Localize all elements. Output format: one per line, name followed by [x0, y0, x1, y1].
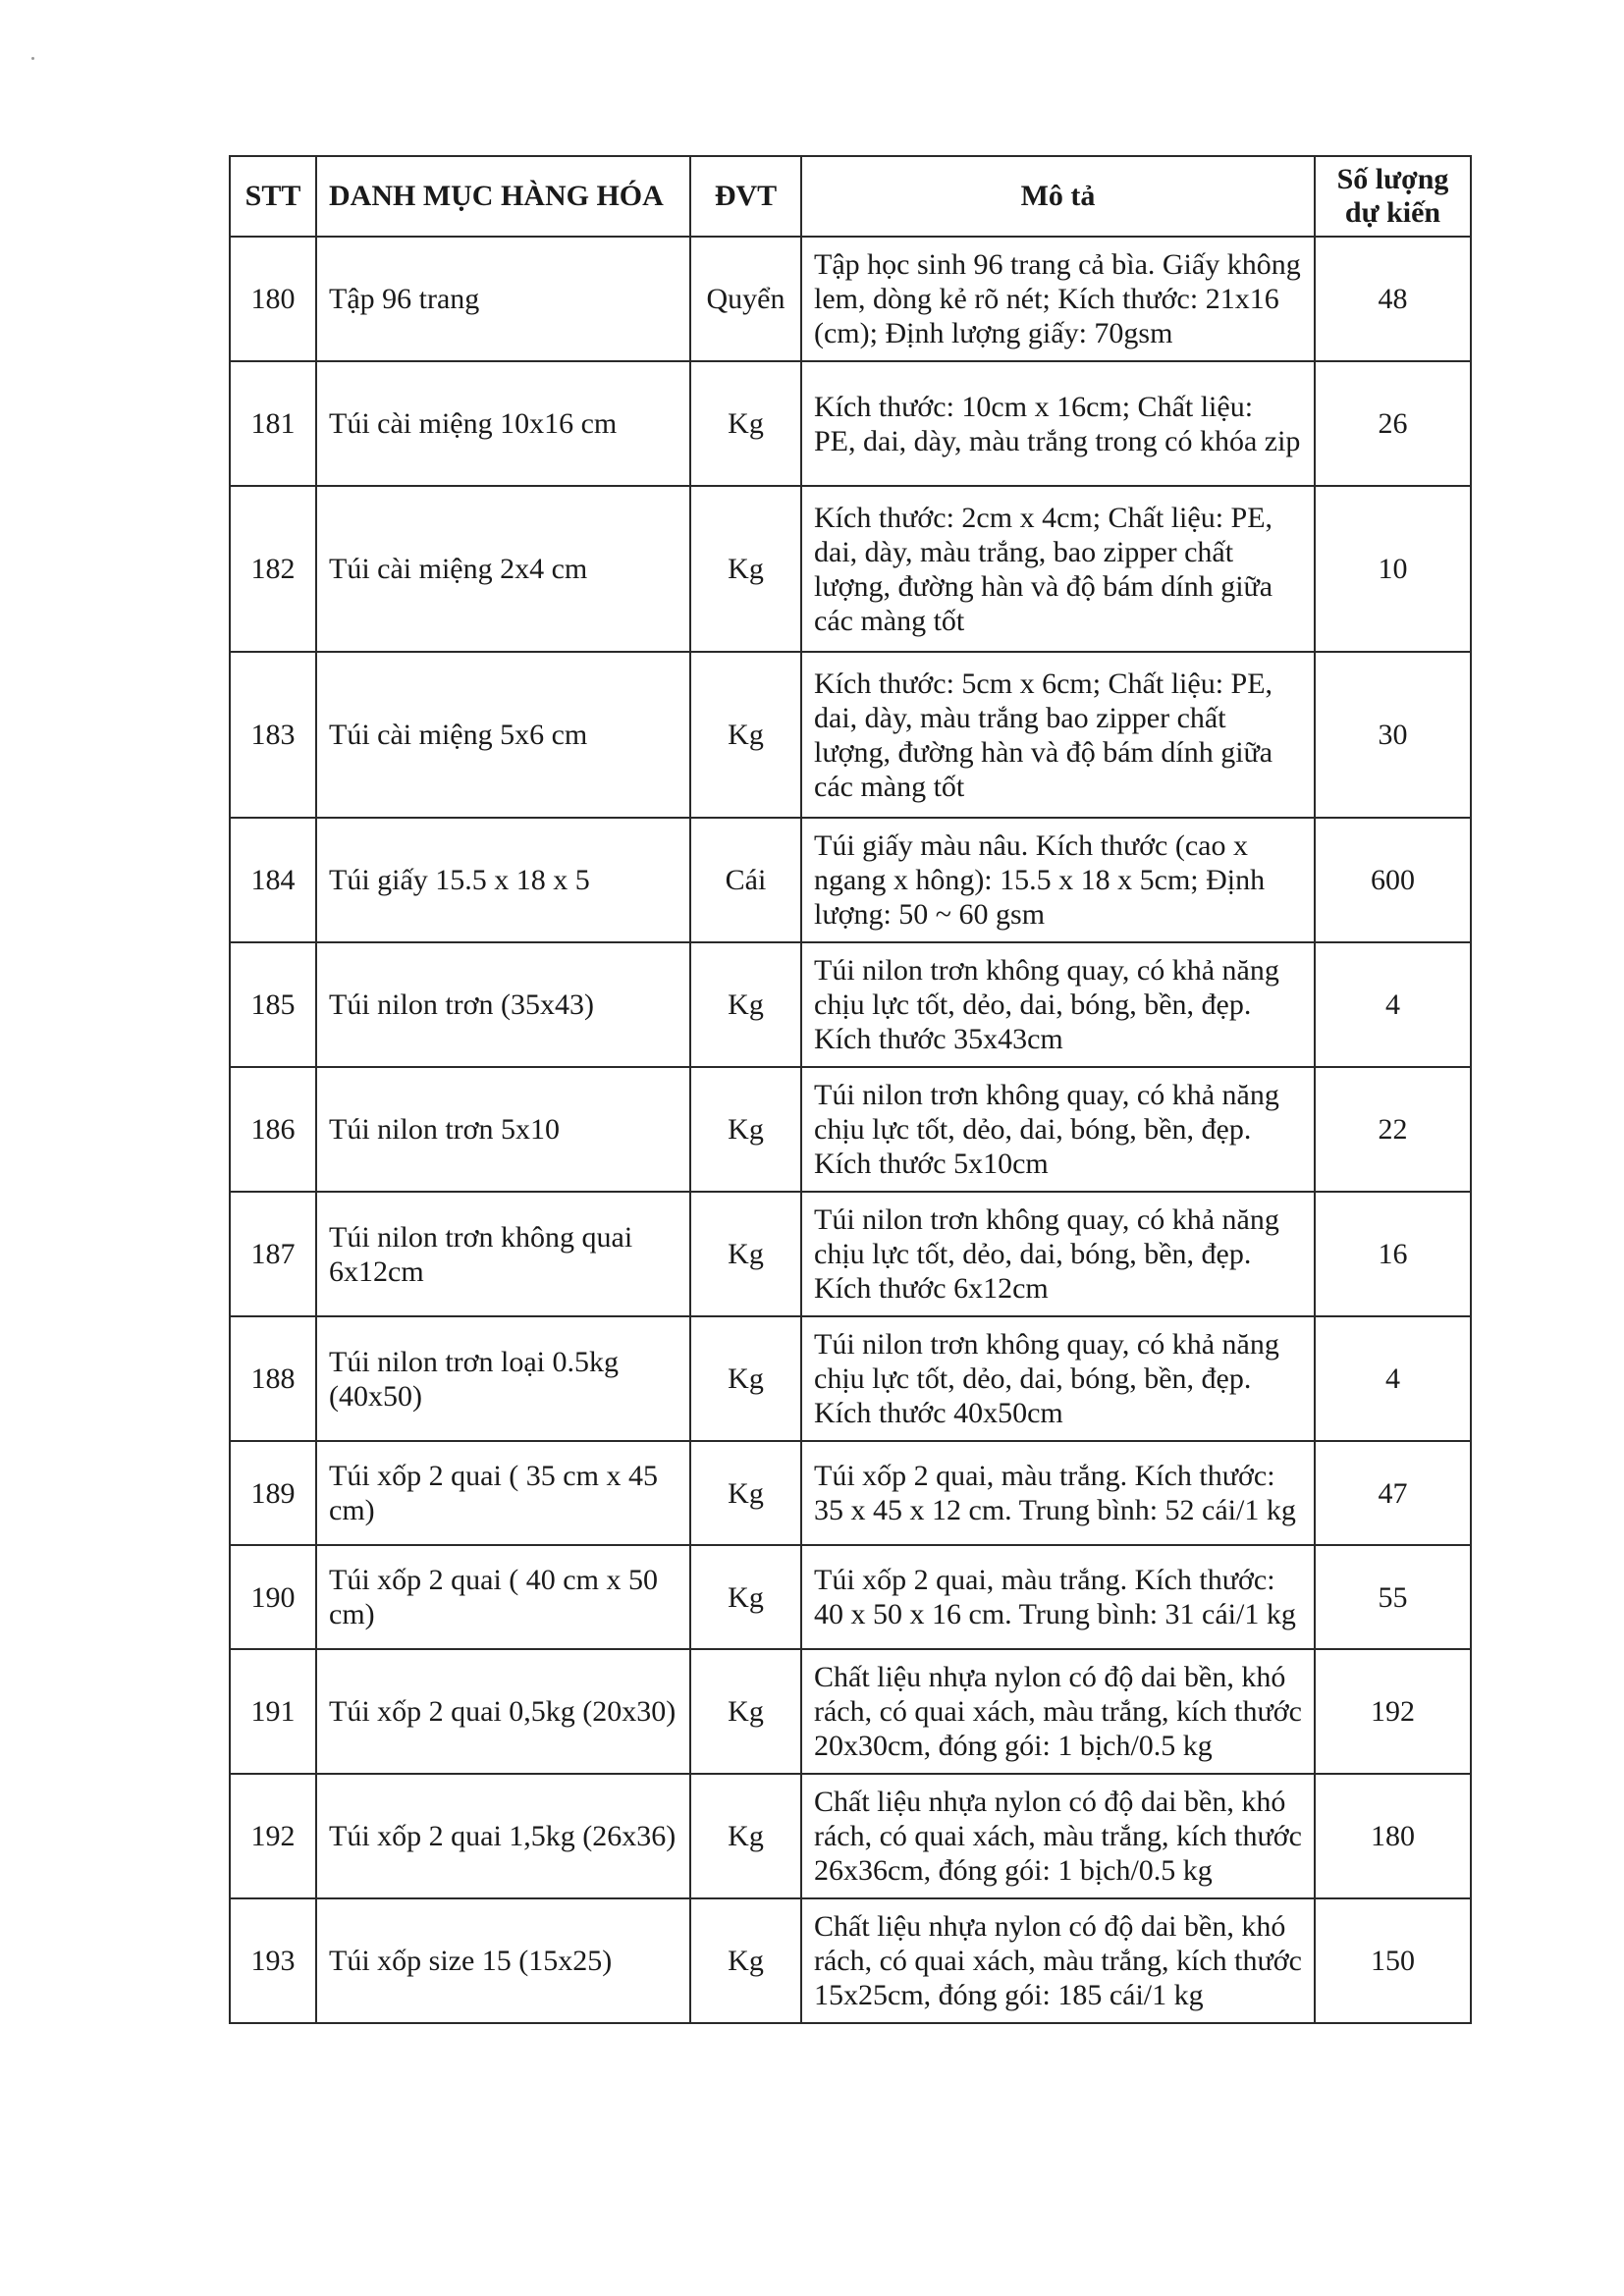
cell-unit: Kg — [690, 1067, 801, 1192]
table-row — [230, 486, 1471, 652]
cell-item-name: Túi nilon trơn 5x10 — [316, 1067, 690, 1192]
cell-unit: Kg — [690, 1898, 801, 2023]
table-row — [230, 1649, 1471, 1774]
header-quantity: Số lượng dự kiến — [1315, 156, 1471, 237]
goods-table — [229, 155, 1472, 2024]
cell-stt: 181 — [230, 361, 316, 486]
header-stt: STT — [230, 156, 316, 237]
cell-item-name: Túi nilon trơn (35x43) — [316, 942, 690, 1067]
cell-unit: Kg — [690, 1316, 801, 1441]
table-row — [230, 942, 1471, 1067]
table-row — [230, 1774, 1471, 1898]
table-row — [230, 1545, 1471, 1649]
cell-description: Tập học sinh 96 trang cả bìa. Giấy không lem, dòng kẻ rõ nét; Kích thước: 21x16 (cm); Định lượng giấy: 70gsm — [801, 237, 1315, 361]
cell-description: Túi nilon trơn không quay, có khả năng chịu lực tốt, dẻo, dai, bóng, bền, đẹp. Kích thước 35x43cm — [801, 942, 1315, 1067]
cell-quantity: 192 — [1315, 1649, 1471, 1774]
table-row — [230, 1067, 1471, 1192]
cell-stt: 182 — [230, 486, 316, 652]
cell-description: Túi nilon trơn không quay, có khả năng chịu lực tốt, dẻo, dai, bóng, bền, đẹp. Kích thước 5x10cm — [801, 1067, 1315, 1192]
cell-unit: Kg — [690, 942, 801, 1067]
cell-item-name: Túi nilon trơn loại 0.5kg (40x50) — [316, 1316, 690, 1441]
cell-stt: 192 — [230, 1774, 316, 1898]
cell-stt: 190 — [230, 1545, 316, 1649]
cell-quantity: 180 — [1315, 1774, 1471, 1898]
cell-item-name: Túi xốp 2 quai 1,5kg (26x36) — [316, 1774, 690, 1898]
cell-stt: 186 — [230, 1067, 316, 1192]
cell-item-name: Túi cài miệng 10x16 cm — [316, 361, 690, 486]
cell-unit: Kg — [690, 1774, 801, 1898]
table-row — [230, 361, 1471, 486]
cell-quantity: 4 — [1315, 942, 1471, 1067]
cell-quantity: 26 — [1315, 361, 1471, 486]
cell-quantity: 4 — [1315, 1316, 1471, 1441]
cell-description: Túi nilon trơn không quay, có khả năng chịu lực tốt, dẻo, dai, bóng, bền, đẹp. Kích thước 6x12cm — [801, 1192, 1315, 1316]
cell-description: Chất liệu nhựa nylon có độ dai bền, khó rách, có quai xách, màu trắng, kích thước 15x25cm, đóng gói: 185 cái/1 kg — [801, 1898, 1315, 2023]
table-row — [230, 818, 1471, 942]
cell-description: Túi nilon trơn không quay, có khả năng chịu lực tốt, dẻo, dai, bóng, bền, đẹp. Kích thước 40x50cm — [801, 1316, 1315, 1441]
cell-quantity: 16 — [1315, 1192, 1471, 1316]
cell-stt: 187 — [230, 1192, 316, 1316]
cell-item-name: Túi xốp 2 quai ( 35 cm x 45 cm) — [316, 1441, 690, 1545]
cell-unit: Kg — [690, 652, 801, 818]
cell-stt: 188 — [230, 1316, 316, 1441]
cell-item-name: Túi xốp 2 quai ( 40 cm x 50 cm) — [316, 1545, 690, 1649]
table-row — [230, 1316, 1471, 1441]
cell-item-name: Túi nilon trơn không quai 6x12cm — [316, 1192, 690, 1316]
cell-description: Túi xốp 2 quai, màu trắng. Kích thước: 40 x 50 x 16 cm. Trung bình: 31 cái/1 kg — [801, 1545, 1315, 1649]
cell-item-name: Túi cài miệng 5x6 cm — [316, 652, 690, 818]
cell-stt: 185 — [230, 942, 316, 1067]
cell-description: Túi giấy màu nâu. Kích thước (cao x ngang x hông): 15.5 x 18 x 5cm; Định lượng: 50 ~ 60 gsm — [801, 818, 1315, 942]
cell-unit: Kg — [690, 361, 801, 486]
header-row — [230, 156, 1471, 237]
cell-item-name: Túi xốp size 15 (15x25) — [316, 1898, 690, 2023]
table-row — [230, 1441, 1471, 1545]
cell-description: Kích thước: 10cm x 16cm; Chất liệu: PE, dai, dày, màu trắng trong có khóa zip — [801, 361, 1315, 486]
cell-description: Túi xốp 2 quai, màu trắng. Kích thước: 35 x 45 x 12 cm. Trung bình: 52 cái/1 kg — [801, 1441, 1315, 1545]
header-unit: ĐVT — [690, 156, 801, 237]
cell-description: Chất liệu nhựa nylon có độ dai bền, khó rách, có quai xách, màu trắng, kích thước 26x36cm, đóng gói: 1 bịch/0.5 kg — [801, 1774, 1315, 1898]
table-header — [230, 156, 1471, 237]
cell-item-name: Túi xốp 2 quai 0,5kg (20x30) — [316, 1649, 690, 1774]
table-row — [230, 237, 1471, 361]
header-item-name: DANH MỤC HÀNG HÓA — [316, 156, 690, 237]
cell-quantity: 150 — [1315, 1898, 1471, 2023]
cell-unit: Kg — [690, 486, 801, 652]
cell-stt: 180 — [230, 237, 316, 361]
cell-description: Chất liệu nhựa nylon có độ dai bền, khó rách, có quai xách, màu trắng, kích thước 20x30cm, đóng gói: 1 bịch/0.5 kg — [801, 1649, 1315, 1774]
cell-stt: 193 — [230, 1898, 316, 2023]
cell-stt: 189 — [230, 1441, 316, 1545]
cell-quantity: 55 — [1315, 1545, 1471, 1649]
cell-item-name: Tập 96 trang — [316, 237, 690, 361]
cell-quantity: 10 — [1315, 486, 1471, 652]
scan-speck — [31, 57, 34, 60]
cell-quantity: 22 — [1315, 1067, 1471, 1192]
cell-unit: Cái — [690, 818, 801, 942]
table-body — [230, 237, 1471, 2023]
cell-item-name: Túi giấy 15.5 x 18 x 5 — [316, 818, 690, 942]
cell-description: Kích thước: 2cm x 4cm; Chất liệu: PE, dai, dày, màu trắng, bao zipper chất lượng, đường hàn và độ bám dính giữa các màng tốt — [801, 486, 1315, 652]
cell-item-name: Túi cài miệng 2x4 cm — [316, 486, 690, 652]
cell-unit: Kg — [690, 1192, 801, 1316]
table-row — [230, 1898, 1471, 2023]
cell-quantity: 30 — [1315, 652, 1471, 818]
cell-stt: 191 — [230, 1649, 316, 1774]
cell-unit: Kg — [690, 1441, 801, 1545]
cell-unit: Quyển — [690, 237, 801, 361]
cell-stt: 183 — [230, 652, 316, 818]
table-row — [230, 652, 1471, 818]
cell-quantity: 600 — [1315, 818, 1471, 942]
header-description: Mô tả — [801, 156, 1315, 237]
cell-description: Kích thước: 5cm x 6cm; Chất liệu: PE, dai, dày, màu trắng bao zipper chất lượng, đường hàn và độ bám dính giữa các màng tốt — [801, 652, 1315, 818]
cell-quantity: 48 — [1315, 237, 1471, 361]
cell-stt: 184 — [230, 818, 316, 942]
table-row — [230, 1192, 1471, 1316]
cell-unit: Kg — [690, 1545, 801, 1649]
cell-quantity: 47 — [1315, 1441, 1471, 1545]
cell-unit: Kg — [690, 1649, 801, 1774]
